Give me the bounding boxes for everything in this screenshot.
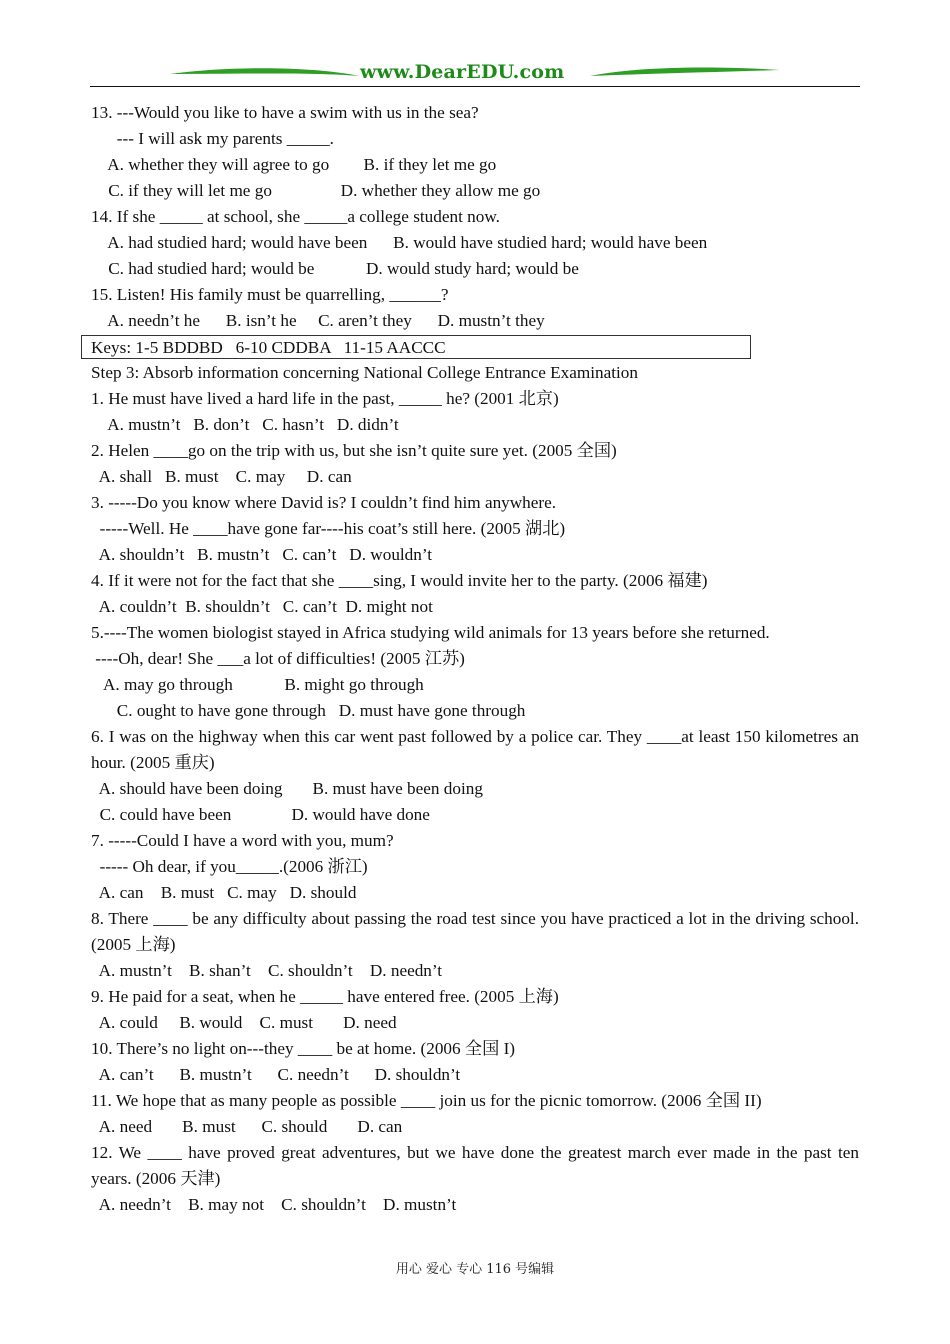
text-line: A. can’t B. mustn’t C. needn’t D. shouldn’t (91, 1065, 461, 1084)
left-swoosh-icon (170, 66, 360, 80)
text-line: ----- Oh dear, if you_____.(2006 浙江) (91, 857, 368, 876)
text-line: 3. -----Do you know where David is? I couldn’t find him anywhere. (91, 493, 557, 512)
text-line: 15. Listen! His family must be quarrelling, ______? (91, 285, 449, 304)
text-line: A. had studied hard; would have been B. would have studied hard; would have been (91, 233, 708, 252)
text-line: A. mustn’t B. shan’t C. shouldn’t D. needn’t (91, 961, 443, 980)
text-line: 12. We ____ have proved great adventures, but we have done the greatest march ever made in the past ten years. (2006 天津) (91, 1143, 859, 1188)
text-line: A. should have been doing B. must have been doing (91, 779, 483, 798)
text-line: C. had studied hard; would be D. would study hard; would be (91, 259, 579, 278)
page-footer: 用心 爱心 专心 116 号编辑 (395, 1262, 555, 1277)
text-line: A. couldn’t B. shouldn’t C. can’t D. might not (91, 597, 433, 616)
text-line: 14. If she _____ at school, she _____a college student now. (91, 207, 500, 226)
page-header (90, 62, 860, 90)
text-line: Step 3: Absorb information concerning National College Entrance Examination (91, 363, 638, 382)
text-line: 7. -----Could I have a word with you, mum? (91, 831, 394, 850)
text-line: A. shouldn’t B. mustn’t C. can’t D. wouldn’t (91, 545, 433, 564)
text-line: 11. We hope that as many people as possible ____ join us for the picnic tomorrow. (2006 全国 II) (91, 1091, 762, 1110)
site-logo: www.DearEDU.com (360, 61, 565, 83)
text-line: A. need B. must C. should D. can (91, 1117, 403, 1136)
text-line: A. may go through B. might go through (91, 675, 424, 694)
text-line: A. can B. must C. may D. should (91, 883, 357, 902)
text-line: A. mustn’t B. don’t C. hasn’t D. didn’t (91, 415, 399, 434)
text-line: 8. There ____ be any difficulty about passing the road test since you have practiced a lot in the driving school.(2005 上海) (91, 909, 859, 954)
text-line: A. shall B. must C. may D. can (91, 467, 352, 486)
text-line: -----Well. He ____have gone far----his coat’s still here. (2005 湖北) (91, 519, 566, 538)
text-line: 1. He must have lived a hard life in the past, _____ he? (2001 北京) (91, 389, 559, 408)
answer-keys-box: Keys: 1-5 BDDBD 6-10 CDDBA 11-15 AACCC (81, 335, 751, 359)
text-line: C. ought to have gone through D. must have gone through (91, 701, 526, 720)
text-line: 6. I was on the highway when this car went past followed by a police car. They ____at least 150 kilometres an hour. (2005 重庆) (91, 727, 859, 772)
text-line: 2. Helen ____go on the trip with us, but she isn’t quite sure yet. (2005 全国) (91, 441, 617, 460)
header-rule (90, 86, 860, 87)
text-line: 4. If it were not for the fact that she ____sing, I would invite her to the party. (2006 福建) (91, 571, 708, 590)
text-line: A. needn’t B. may not C. shouldn’t D. mustn’t (91, 1195, 457, 1214)
worksheet-body (91, 100, 859, 1218)
text-line: A. could B. would C. must D. need (91, 1013, 397, 1032)
text-line: C. could have been D. would have done (91, 805, 430, 824)
text-line: ----Oh, dear! She ___a lot of difficulties! (2005 江苏) (91, 649, 465, 668)
text-line: 10. There’s no light on---they ____ be at home. (2006 全国 I) (91, 1039, 516, 1058)
text-line: 13. ---Would you like to have a swim with us in the sea? (91, 103, 479, 122)
text-line: 9. He paid for a seat, when he _____ have entered free. (2005 上海) (91, 987, 559, 1006)
text-line: 5.----The women biologist stayed in Africa studying wild animals for 13 years before she returned. (91, 623, 770, 642)
text-line: A. whether they will agree to go B. if they let me go (91, 155, 497, 174)
right-swoosh-icon (590, 66, 780, 80)
text-line: A. needn’t he B. isn’t he C. aren’t they D. mustn’t they (91, 311, 545, 330)
text-line: C. if they will let me go D. whether they allow me go (91, 181, 541, 200)
text-line: --- I will ask my parents _____. (91, 129, 334, 148)
